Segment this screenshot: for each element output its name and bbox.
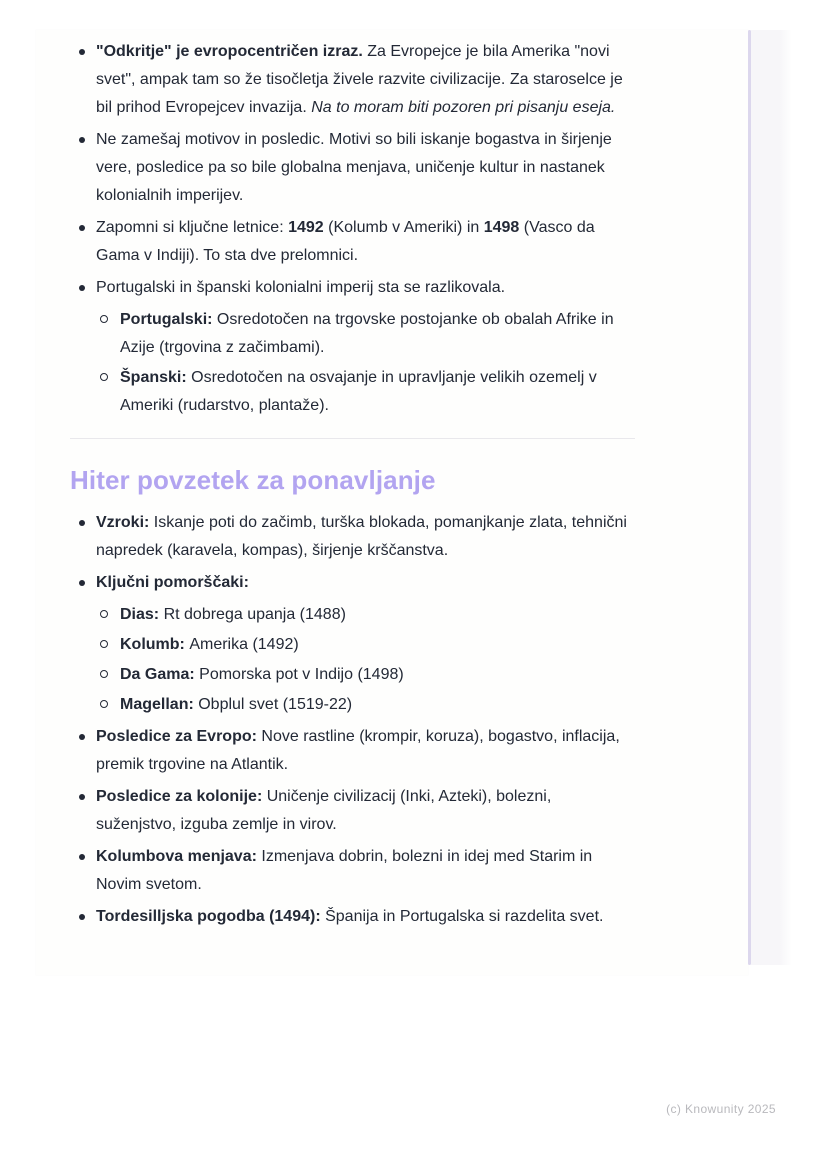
text-segment: Kolumb: — [120, 636, 190, 653]
text-segment: Osredotočen na osvajanje in upravljanje velikih ozemelj v Ameriki (rudarstvo, plantaže). — [120, 369, 597, 414]
text-segment: Rt dobrega upanja (1488) — [163, 606, 346, 623]
text-segment: Zapomni si ključne letnice: — [96, 219, 289, 236]
list-item — [78, 903, 635, 931]
text-segment: Izmenjava dobrin, bolezni in idej med Starim in Novim svetom. — [96, 848, 593, 893]
summary-list — [70, 509, 635, 931]
text-segment: Tordesilljska pogodba (1494): — [96, 908, 326, 925]
sub-list-item — [100, 631, 635, 659]
text-segment: Ne zamešaj motivov in posledic. Motivi so bili iskanje bogastva in širjenje vere, posledice pa so bile globalna menjava, uničenje kultur in nastanek kolonialnih imperijev. — [96, 131, 612, 204]
text-segment: Da Gama: — [120, 666, 200, 683]
list-item — [78, 274, 635, 420]
section-divider — [70, 438, 635, 439]
sub-list-item — [100, 691, 635, 719]
text-segment: Posledice za kolonije: — [96, 788, 267, 805]
section-heading: Hiter povzetek za ponavljanje — [70, 465, 436, 495]
sub-list-item — [100, 661, 635, 689]
text-segment: Pomorska pot v Indijo (1498) — [199, 666, 404, 683]
text-segment: 1492 — [288, 219, 324, 236]
sub-list-item — [100, 306, 635, 362]
text-segment: Obplul svet (1519-22) — [198, 696, 353, 713]
list-item — [78, 783, 635, 839]
text-segment: Posledice za Evropo: — [96, 728, 262, 745]
text-segment: Magellan: — [120, 696, 199, 713]
document-content — [36, 30, 748, 975]
text-segment: Ključni pomorščaki: — [96, 574, 249, 591]
list-item — [78, 843, 635, 899]
text-segment: Vzroki: — [96, 514, 154, 531]
sub-list — [96, 601, 635, 719]
text-segment: Španski: — [120, 369, 192, 386]
list-item — [78, 723, 635, 779]
notes-top-list — [70, 38, 635, 420]
text-segment: Kolumbova menjava: — [96, 848, 262, 865]
text-segment: Za Evropejce je bila Amerika "novi svet", ampak tam so že tisočletja živele razvite civilizacije. Za staroselce je bil prihod Evropejcev invazija. — [96, 43, 623, 116]
copyright-notice: (c) Knowunity 2025 — [666, 1102, 776, 1116]
text-segment: Dias: — [120, 606, 164, 623]
list-item — [78, 38, 635, 122]
sub-list-item — [100, 364, 635, 420]
list-item — [78, 214, 635, 270]
sub-list-item — [100, 601, 635, 629]
text-segment: Amerika (1492) — [189, 636, 299, 653]
text-segment: Osredotočen na trgovske postojanke ob obalah Afrike in Azije (trgovina z začimbami). — [120, 311, 614, 356]
page-side-strip — [751, 30, 792, 965]
text-segment: Uničenje civilizacij (Inki, Azteki), bolezni, suženjstvo, izguba zemlje in virov. — [96, 788, 552, 833]
list-item — [78, 569, 635, 719]
text-segment: Portugalski: — [120, 311, 217, 328]
text-segment: 1498 — [483, 219, 520, 236]
text-segment: (Vasco da Gama v Indiji). To sta dve prelomnici. — [96, 219, 595, 264]
text-segment: Portugalski in španski kolonialni imperij sta se razlikovala. — [96, 279, 506, 296]
text-segment: Španija in Portugalska si razdelita svet. — [325, 908, 604, 925]
text-segment: Nove rastline (krompir, koruza), bogastvo, inflacija, premik trgovine na Atlantik. — [96, 728, 620, 773]
list-item — [78, 126, 635, 210]
text-segment: Iskanje poti do začimb, turška blokada, pomanjkanje zlata, tehnični napredek (karavela, kompas), širjenje krščanstva. — [96, 514, 627, 559]
text-segment: Na to moram biti pozoren pri pisanju eseja. — [311, 99, 616, 116]
text-segment: "Odkritje" je evropocentričen izraz. — [96, 43, 368, 60]
document-page — [36, 30, 748, 975]
sub-list — [96, 306, 635, 420]
list-item — [78, 509, 635, 565]
text-segment: (Kolumb v Ameriki) in — [323, 219, 484, 236]
